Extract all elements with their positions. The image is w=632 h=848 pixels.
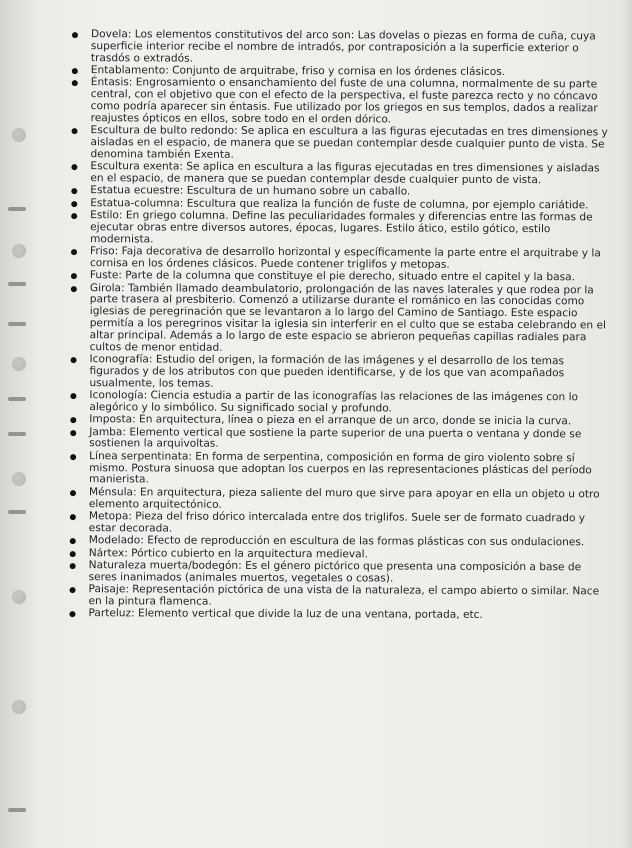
glossary-entry xyxy=(52,560,612,586)
punch-hole xyxy=(12,244,26,258)
entry-text: Escultura de bulto redondo: Se aplica en escultura a las figuras ejecutadas en tres dimensiones y aisladas en el espacio, de manera que se puedan contemplar desde cualquier punto de vista. Se denomina también Exenta. xyxy=(90,124,608,161)
bullet-icon xyxy=(72,68,78,74)
glossary-entry xyxy=(52,390,612,416)
glossary-entry xyxy=(52,487,612,513)
glossary-entry xyxy=(53,125,613,163)
entry-text: Modelado: Efecto de reproducción en escultura de las formas plásticas con sus ondulaciones. xyxy=(88,534,585,549)
margin-mark xyxy=(8,808,26,812)
glossary-entry xyxy=(52,511,612,537)
entry-text: Imposta: En arquitectura, línea o pieza en el arranque de un arco, donde se inicia la curva. xyxy=(89,413,572,428)
bullet-icon xyxy=(72,128,78,134)
entry-text: Metopa: Pieza del friso dórico intercalada entre dos triglifos. Suele ser de formato cuadrado y estar decorada. xyxy=(88,510,586,535)
entry-text: Girola: También llamado deambulatorio, prolongación de las naves laterales y que rodea por la parte trasera al presbiterio. Comenzó a utilizarse durante el románico en las conocidas como iglesias de peregrinación que se levantaron a lo largo del Camino de Santiago. Este espacio permitía a los peregrinos visitar la iglesia sin interferir en el culto que se estaba celebrando en el altar principal. Además a lo largo de este espacio se abrieron pequeñas capillas radiales para cultos de menor entidad. xyxy=(89,281,606,354)
bullet-icon xyxy=(70,563,76,569)
entry-text: Jamba: Elemento vertical que sostiene la parte superior de una puerta o ventana y donde se sostienen la arquivoltas. xyxy=(89,425,582,451)
margin-mark xyxy=(8,207,26,211)
entry-text: Nártex: Pórtico cubierto en la arquitectura medieval. xyxy=(88,546,369,560)
glossary-entry xyxy=(53,210,613,248)
entry-text: Escultura exenta: Se aplica en escultura a las figuras ejecutadas en tres dimensiones y aisladas en el espacio, de manera que se puedan contemplar desde cualquier punto de vista. xyxy=(90,160,600,187)
margin-mark xyxy=(8,510,26,514)
bullet-icon xyxy=(70,551,76,557)
bullet-icon xyxy=(71,273,77,279)
bullet-icon xyxy=(71,188,77,194)
entry-text: Estatua-columna: Escultura que realiza la función de fuste de columna, por ejemplo cariátide. xyxy=(90,196,589,212)
glossary-list xyxy=(51,29,614,623)
glossary-entry xyxy=(51,584,611,610)
bullet-icon xyxy=(71,164,77,170)
bullet-icon xyxy=(70,430,76,436)
bullet-icon xyxy=(70,538,76,544)
punch-hole xyxy=(12,700,26,714)
entry-text: Entablamento: Conjunto de arquitrabe, friso y cornisa en los órdenes clásicos. xyxy=(90,64,506,78)
glossary-entry xyxy=(54,77,614,127)
bullet-icon xyxy=(71,286,77,292)
entry-text: Fuste: Parte de la columna que constituye el pie derecho, situado entre el capitel y la basa. xyxy=(89,269,575,284)
entry-text: Parteluz: Elemento vertical que divide la luz de una ventana, portada, etc. xyxy=(88,607,483,622)
bullet-icon xyxy=(71,357,77,363)
punch-hole xyxy=(12,357,26,371)
entry-text: Ménsula: En arquitectura, pieza saliente del muro que sirve para apoyar en ella un objeto u otro elemento arquitectónico. xyxy=(88,485,600,511)
margin-mark xyxy=(8,282,26,286)
glossary-entry xyxy=(53,283,613,356)
page-edge-shadow xyxy=(622,0,632,848)
glossary-entry xyxy=(51,608,611,622)
entry-text: Éntasis: Engrosamiento o ensanchamiento del fuste de una columna, normalmente de su parte central, con el objetivo que con el efecto de la perspectiva, el fuste parezca recto y no cóncavo como podría aparecer sin éntasis. Fue utilizado por los griegos en sus templos, dados a realizar reajustes ópticos en ellos, sobre todo en el orden dórico. xyxy=(90,76,598,126)
glossary-entry xyxy=(52,427,612,453)
entry-text: Paisaje: Representación pictórica de una vista de la naturaleza, el campo abierto o similar. Nace en la pintura flamenca. xyxy=(88,583,600,608)
margin-mark xyxy=(8,322,26,326)
entry-text: Iconografía: Estudio del origen, la formación de las imágenes y el desarrollo de los temas figurados y de los atributos con que pueden identificarse, y de los que van acompañados usualmente, los temas. xyxy=(89,353,565,390)
margin-mark xyxy=(8,432,26,436)
bullet-icon xyxy=(71,213,77,219)
bullet-icon xyxy=(70,393,76,399)
entry-text: Estilo: En griego columna. Define las peculiaridades formales y diferencias entre las formas de ejecutar obras entre diversos autores, épocas, lugares. Estilo ático, estilo gótico, estilo modernista. xyxy=(90,209,593,246)
glossary-entry xyxy=(53,161,613,187)
glossary-entry xyxy=(53,246,613,272)
bullet-icon xyxy=(72,32,78,38)
entry-text: Iconología: Ciencia estudia a partir de las iconografías las relaciones de las imágenes con lo alegórico y lo simbólico. Su significado social y profundo. xyxy=(89,389,579,415)
bullet-icon xyxy=(69,611,75,617)
punch-hole xyxy=(12,128,26,142)
glossary-entry xyxy=(52,354,612,392)
entry-text: Línea serpentinata: En forma de serpentina, composición en forma de giro violento sobre sí mismo. Postura sinuosa que adoptan los cuerpos en las representaciones plásticas del período manierista. xyxy=(89,449,592,486)
left-margin xyxy=(0,0,40,848)
bullet-icon xyxy=(70,417,76,423)
bullet-icon xyxy=(71,249,77,255)
bullet-icon xyxy=(72,80,78,86)
glossary-entry xyxy=(52,451,612,489)
bullet-icon xyxy=(70,490,76,496)
bullet-icon xyxy=(70,514,76,520)
margin-mark xyxy=(8,397,26,401)
entry-text: Naturaleza muerta/bodegón: Es el género pictórico que presenta una composición a base de seres inanimados (animales muertos, vegetales o cosas). xyxy=(88,559,582,585)
entry-text: Friso: Faja decorativa de desarrollo horizontal y específicamente la parte entre el arquitrabe y la cornisa en los órdenes clásicos. Puede contener triglifos y metopas. xyxy=(89,245,601,271)
bullet-icon xyxy=(70,587,76,593)
entry-text: Dovela: Los elementos constitutivos del arco son: Las dovelas o piezas en forma de cuña, cuya superficie interior recibe el nombre de intradós, por contraposición a la superficie exterior o trasdós o extradós. xyxy=(90,28,596,65)
glossary-entry xyxy=(54,29,614,67)
entry-text: Estatua ecuestre: Escultura de un humano sobre un caballo. xyxy=(90,184,411,198)
bullet-icon xyxy=(71,201,77,207)
bullet-icon xyxy=(70,454,76,460)
punch-hole xyxy=(12,590,26,604)
punch-hole xyxy=(12,472,26,486)
